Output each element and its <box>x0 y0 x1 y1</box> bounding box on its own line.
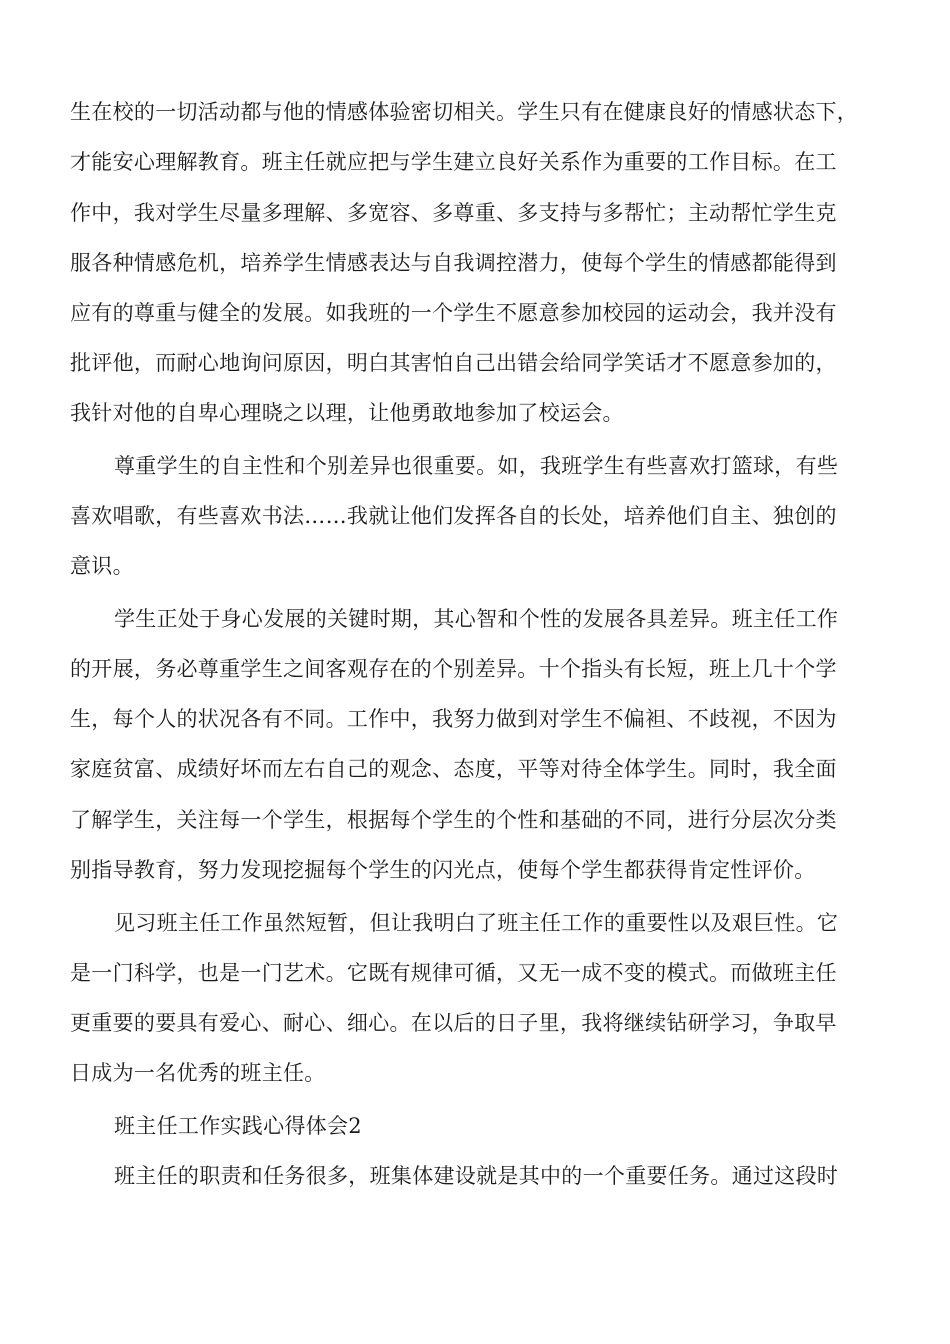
text-line: 作中，我对学生尽量多理解、多宽容、多尊重、多支持与多帮忙；主动帮忙学生克 <box>70 201 837 225</box>
text-line: 应有的尊重与健全的发展。如我班的一个学生不愿意参加校园的运动会，我并没有 <box>70 301 837 325</box>
text-line: 了解学生，关注每一个学生，根据每个学生的个性和基础的不同，进行分层次分类 <box>70 808 837 832</box>
text-line: 我针对他的自卑心理晓之以理，让他勇敢地参加了校运会。 <box>70 401 624 425</box>
text-line: 更重要的要具有爱心、耐心、细心。在以后的日子里，我将继续钻研学习，争取早 <box>70 1011 837 1035</box>
paragraph-first-line: 尊重学生的自主性和个别差异也很重要。如，我班学生有些喜欢打篮球，有些 <box>114 454 839 478</box>
text-line: 喜欢唱歌，有些喜欢书法……我就让他们发挥各自的长处，培养他们自主、独创的 <box>70 504 837 528</box>
text-line: 意识。 <box>70 554 134 578</box>
paragraph-first-line: 学生正处于身心发展的关键时期，其心智和个性的发展各具差异。班主任工作 <box>114 607 839 631</box>
text-line: 是一门科学，也是一门艺术。它既有规律可循，又无一成不变的模式。而做班主任 <box>70 961 837 985</box>
paragraph-first-line: 班主任的职责和任务很多，班集体建设就是其中的一个重要任务。通过这段时 <box>114 1164 839 1188</box>
text-line: 服各种情感危机，培养学生情感表达与自我调控潜力，使每个学生的情感都能得到 <box>70 251 837 275</box>
text-line: 才能安心理解教育。班主任就应把与学生建立良好关系作为重要的工作目标。在工 <box>70 150 837 174</box>
text-line: 日成为一名优秀的班主任。 <box>70 1061 326 1085</box>
text-line: 的开展，务必尊重学生之间客观存在的个别差异。十个指头有长短，班上几十个学 <box>70 657 837 681</box>
text-line: 批评他，而耐心地询问原因，明白其害怕自己出错会给同学笑话才不愿意参加的， <box>70 351 837 375</box>
text-line: 别指导教育，努力发现挖掘每个学生的闪光点，使每个学生都获得肯定性评价。 <box>70 858 816 882</box>
paragraph-first-line: 见习班主任工作虽然短暂，但让我明白了班主任工作的重要性以及艰巨性。它 <box>114 911 839 935</box>
section-heading: 班主任工作实践心得体会2 <box>114 1114 362 1138</box>
text-line: 家庭贫富、成绩好坏而左右自己的观念、态度，平等对待全体学生。同时，我全面 <box>70 757 837 781</box>
text-line: 生在校的一切活动都与他的情感体验密切相关。学生只有在健康良好的情感状态下， <box>70 100 859 124</box>
text-line: 生，每个人的状况各有不同。工作中，我努力做到对学生不偏袒、不歧视，不因为 <box>70 707 837 731</box>
